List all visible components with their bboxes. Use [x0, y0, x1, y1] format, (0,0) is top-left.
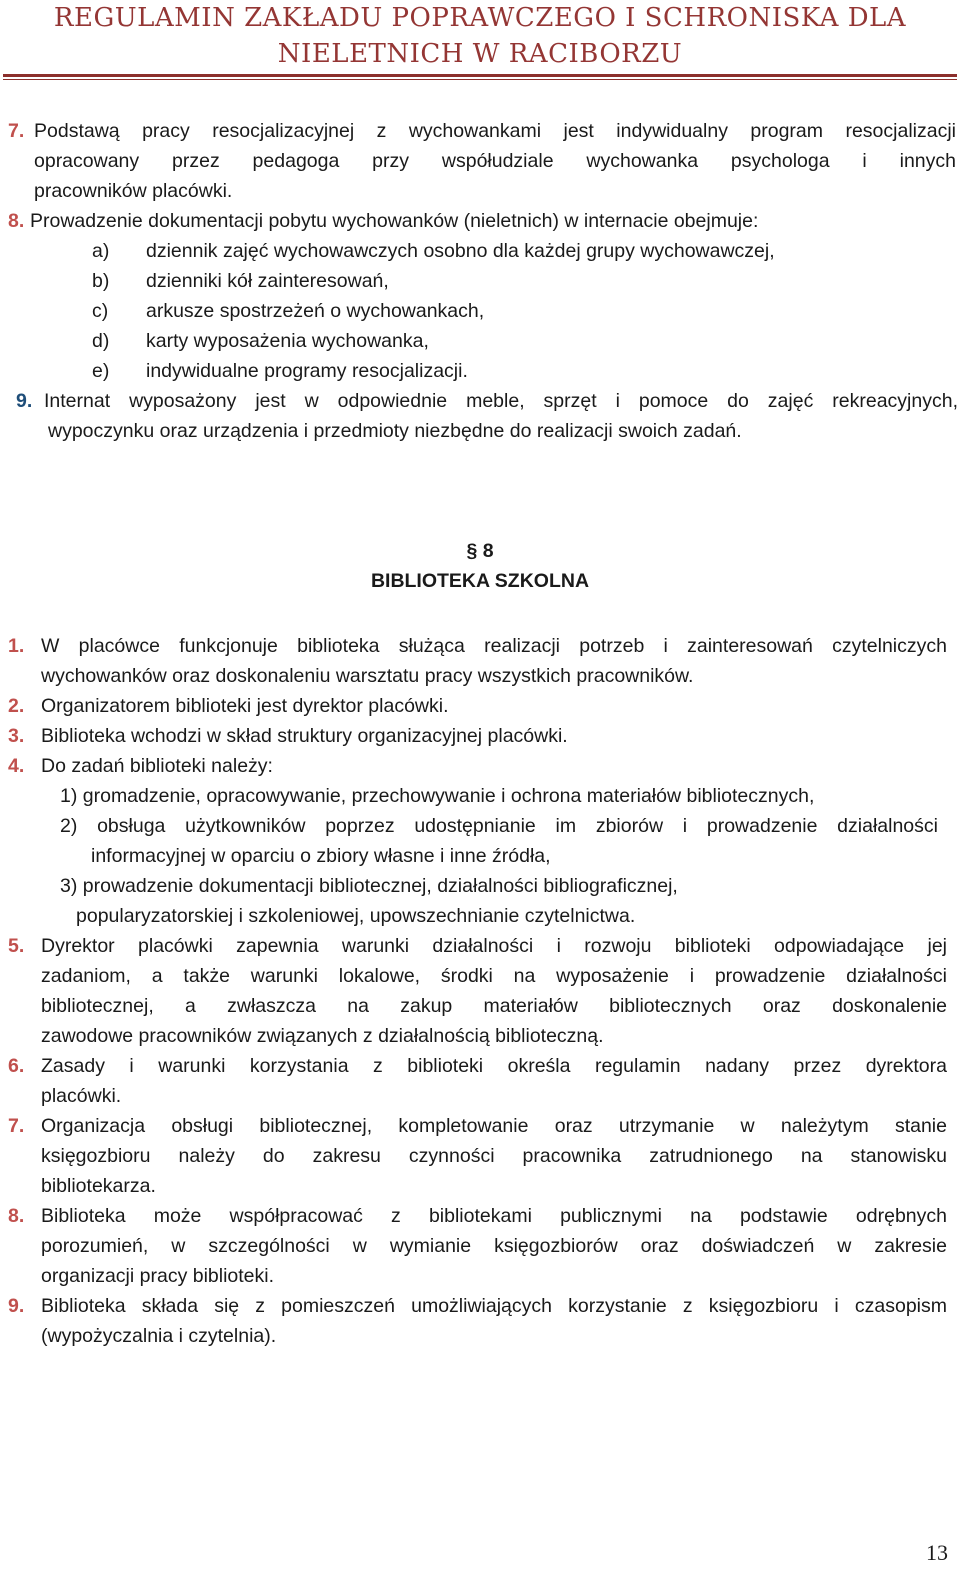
- lib4-task3-line1: 3) prowadzenie dokumentacji bibliotecznej, działalności bibliograficznej,: [60, 875, 678, 897]
- lib4-task2-line2: informacyjnej w oparciu o zbiory własne i inne źródła,: [91, 845, 551, 867]
- header-title-line2: NIELETNICH W RACIBORZU: [277, 39, 683, 69]
- lib5-line4: zawodowe pracowników związanych z działalnością biblioteczną.: [41, 1025, 604, 1047]
- lib3-text: Biblioteka wchodzi w skład struktury organizacyjnej placówki.: [41, 725, 568, 747]
- lib5-number: 5.: [8, 935, 25, 957]
- lib1-number: 1.: [8, 635, 25, 657]
- lib8-number: 8.: [8, 1205, 25, 1227]
- paragraph-symbol-heading: § 8: [466, 540, 494, 562]
- lib7-line1: Organizacja obsługi bibliotecznej, kompletowanie oraz utrzymanie w należytym stanie: [41, 1115, 947, 1137]
- sec8-item-b: b) dzienniki kół zainteresowań,: [92, 270, 389, 292]
- lib3-number: 3.: [8, 725, 25, 747]
- page-number: 13: [926, 1540, 948, 1565]
- lib9-line2: (wypożyczalnia i czytelnia).: [41, 1325, 277, 1347]
- lib5-line3: bibliotecznej, a zwłaszcza na zakup materiałów bibliotecznych oraz doskonalenie: [41, 995, 947, 1017]
- lib9-number: 9.: [8, 1295, 25, 1317]
- sec7-line1: Podstawą pracy resocjalizacyjnej z wychowankami jest indywidualny program resocjalizacji: [34, 120, 956, 142]
- sec9-line1: Internat wyposażony jest w odpowiednie meble, sprzęt i pomoce do zajęć rekreacyjnych,: [44, 390, 958, 412]
- lib4-text: Do zadań biblioteki należy:: [41, 755, 273, 777]
- header-divider: [3, 74, 957, 77]
- lib2-number: 2.: [8, 695, 25, 717]
- lib4-task1: 1) gromadzenie, opracowywanie, przechowywanie i ochrona materiałów bibliotecznych,: [60, 785, 815, 807]
- sec7-line2: opracowany przez pedagoga przy współudziale wychowanka psychologa i innych: [34, 150, 956, 172]
- lib5-line1: Dyrektor placówki zapewnia warunki działalności i rozwoju biblioteki odpowiadające jej: [41, 935, 947, 957]
- lib8-line1: Biblioteka może współpracować z bibliotekami publicznymi na podstawie odrębnych: [41, 1205, 947, 1227]
- sec8-item-e: e) indywidualne programy resocjalizacji.: [92, 360, 468, 382]
- sec8-intro: Prowadzenie dokumentacji pobytu wychowanków (nieletnich) w internacie obejmuje:: [30, 210, 759, 232]
- sec7-line3: pracowników placówki.: [34, 180, 233, 202]
- chapter-title: BIBLIOTEKA SZKOLNA: [370, 570, 590, 592]
- sec9-number: 9.: [16, 390, 33, 412]
- lib8-line3: organizacji pracy biblioteki.: [41, 1265, 275, 1287]
- lib2-text: Organizatorem biblioteki jest dyrektor placówki.: [41, 695, 449, 717]
- lib9-line1: Biblioteka składa się z pomieszczeń umożliwiających korzystanie z księgozbioru i czasopism: [41, 1295, 947, 1317]
- lib4-number: 4.: [8, 755, 25, 777]
- lib5-line2: zadaniom, a także warunki lokalowe, środki na wyposażenie i prowadzenie działalności: [41, 965, 947, 987]
- lib6-number: 6.: [8, 1055, 25, 1077]
- document-header: [0, 0, 960, 72]
- sec8-number: 8.: [8, 210, 25, 232]
- lib7-line2: księgozbioru należy do zakresu czynności pracownika zatrudnionego na stanowisku: [41, 1145, 947, 1167]
- sec9-line2: wypoczynku oraz urządzenia i przedmioty niezbędne do realizacji swoich zadań.: [48, 420, 742, 442]
- sec7-number: 7.: [8, 120, 25, 142]
- lib6-line2: placówki.: [41, 1085, 122, 1107]
- lib7-number: 7.: [8, 1115, 25, 1137]
- lib7-line3: bibliotekarza.: [41, 1175, 156, 1197]
- lib4-task2-line1: 2) obsługa użytkowników poprzez udostępnianie im zbiorów i prowadzenie działalności: [60, 815, 938, 837]
- lib4-task3-line2: popularyzatorskiej i szkoleniowej, upowszechnianie czytelnictwa.: [76, 905, 636, 927]
- lib1-line2: wychowanków oraz doskonaleniu warsztatu pracy wszystkich pracowników.: [41, 665, 694, 687]
- header-title-line1: REGULAMIN ZAKŁADU POPRAWCZEGO I SCHRONISKA DLA: [53, 3, 907, 33]
- header-divider-thin: [3, 79, 957, 80]
- lib8-line2: porozumień, w szczególności w wymianie księgozbiorów oraz doświadczeń w zakresie: [41, 1235, 947, 1257]
- sec8-item-c: c) arkusze spostrzeżeń o wychowankach,: [92, 300, 485, 322]
- lib1-line1: W placówce funkcjonuje biblioteka służąca realizacji potrzeb i zainteresowań czytelniczych: [41, 635, 947, 657]
- sec8-item-a: a) dziennik zajęć wychowawczych osobno dla każdej grupy wychowawczej,: [92, 240, 775, 262]
- lib6-line1: Zasady i warunki korzystania z biblioteki określa regulamin nadany przez dyrektora: [41, 1055, 947, 1077]
- sec8-item-d: d) karty wyposażenia wychowanka,: [92, 330, 429, 352]
